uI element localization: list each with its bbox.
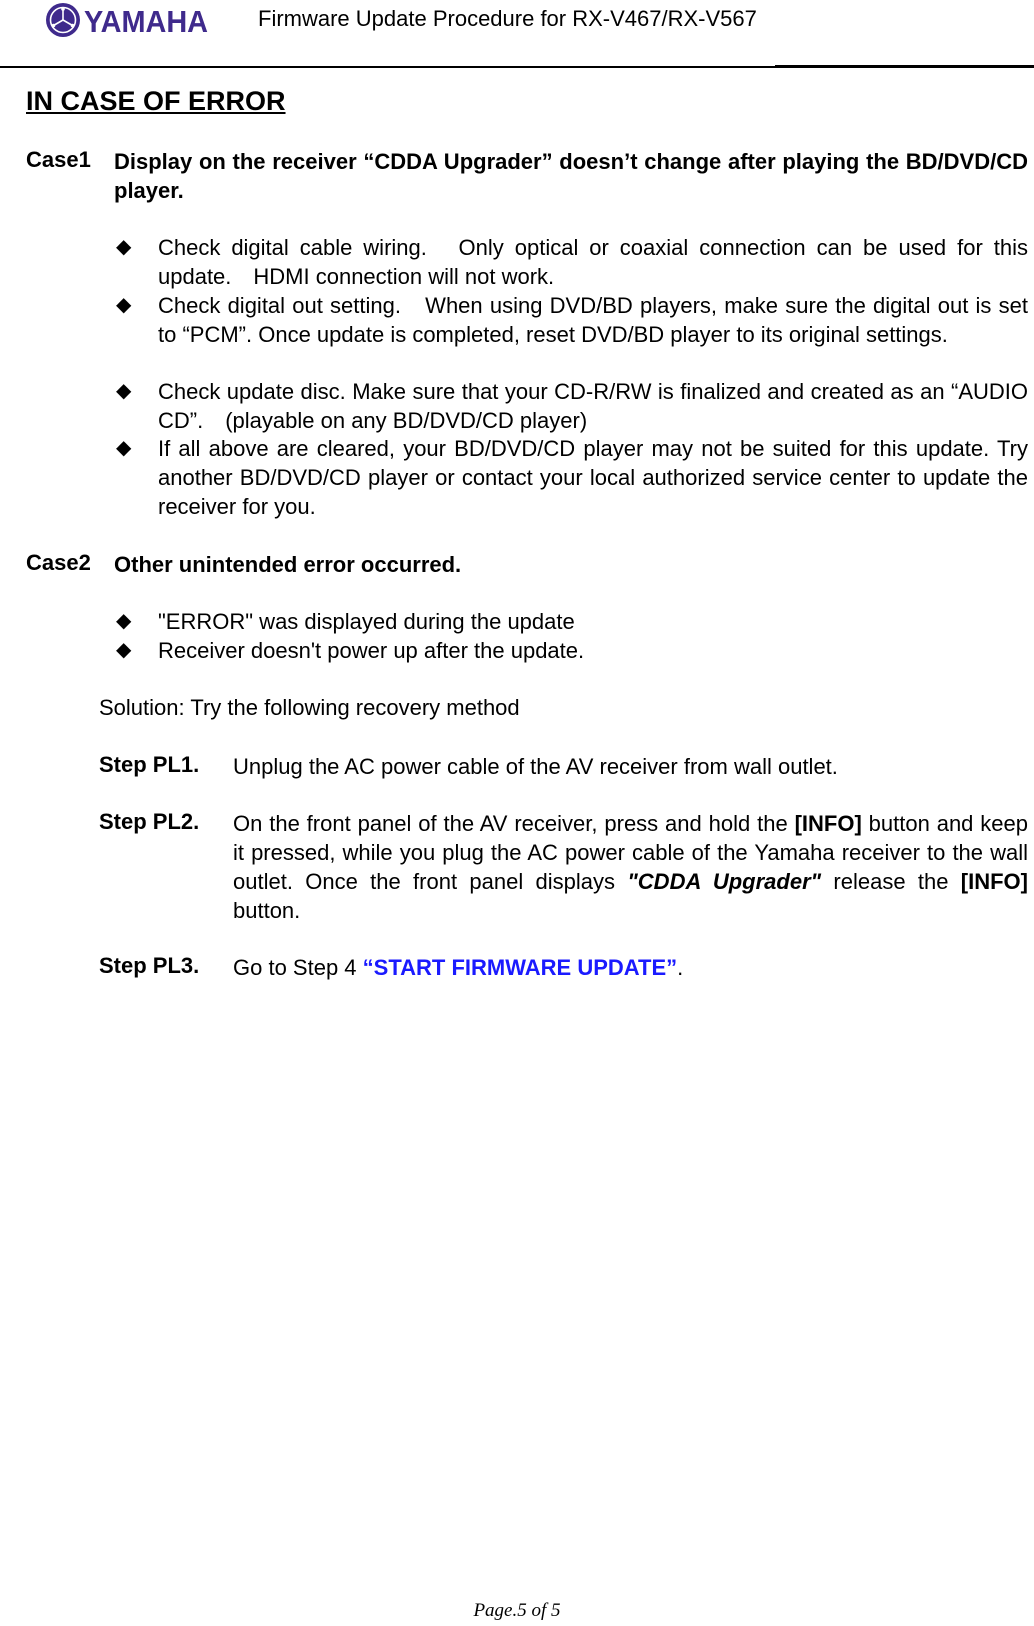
case2-label: Case2	[26, 550, 91, 575]
yamaha-emblem-icon	[44, 1, 214, 39]
case2-bullet-2: Receiver doesn't power up after the update.	[158, 638, 585, 663]
case1-title: Display on the receiver “CDDA Upgrader” doesn’t change after playing the BD/DVD/CD player.	[114, 149, 1028, 203]
solution-text: Solution: Try the following recovery method	[99, 695, 520, 720]
step-pl2-part1: On the front panel of the AV receiver, press and hold the	[233, 811, 795, 836]
bullet-diamond-icon: ◆	[116, 437, 132, 459]
case1-bullet-3: Check update disc. Make sure that your CD-R/RW is finalized and created as an “AUDIO CD”. (playable on any BD/DVD/CD player)	[158, 379, 1028, 433]
step-pl2-text	[233, 809, 1028, 925]
step-pl1-text: Unplug the AC power cable of the AV receiver from wall outlet.	[233, 754, 838, 779]
case2-bullet-1: "ERROR" was displayed during the update	[158, 609, 575, 634]
page-number: Page.5 of 5	[473, 1600, 561, 1621]
cdda-upgrader-ref: "CDDA Upgrader"	[627, 869, 822, 894]
start-firmware-update-link[interactable]: “START FIRMWARE UPDATE”	[362, 955, 678, 980]
bullet-diamond-icon: ◆	[116, 294, 132, 316]
step-pl3-label: Step PL3.	[99, 953, 200, 978]
step-pl1-label: Step PL1.	[99, 752, 200, 777]
step-pl3-part1: Go to Step 4	[233, 955, 363, 980]
case1-bullet-2: Check digital out setting. When using DVD/BD players, make sure the digital out is set to “PCM”. Once update is completed, reset DVD/BD player to its original settings.	[158, 293, 1028, 347]
svg-text:YAMAHA: YAMAHA	[84, 4, 208, 39]
bullet-diamond-icon: ◆	[116, 380, 132, 402]
step-pl2-part4: button.	[233, 898, 301, 923]
step-pl3-part2: .	[677, 955, 684, 980]
step-pl2-part3: release the	[821, 869, 961, 894]
step-pl2-label: Step PL2.	[99, 809, 200, 834]
document-title: Firmware Update Procedure for RX-V467/RX-V567	[258, 6, 757, 31]
info-button-ref: [INFO]	[960, 869, 1028, 894]
step-pl3-text	[233, 953, 1028, 982]
case1-bullet-1: Check digital cable wiring. Only optical or coaxial connection can be used for this update. HDMI connection will not work.	[158, 235, 1028, 289]
header-divider-accent	[775, 65, 1034, 67]
case1-label: Case1	[26, 147, 91, 172]
case2-title: Other unintended error occurred.	[114, 552, 462, 577]
yamaha-logo	[44, 1, 214, 39]
bullet-diamond-icon: ◆	[116, 236, 132, 258]
section-heading: IN CASE OF ERROR	[26, 86, 286, 116]
bullet-diamond-icon: ◆	[116, 610, 132, 632]
info-button-ref: [INFO]	[794, 811, 862, 836]
case1-bullet-4: If all above are cleared, your BD/DVD/CD player may not be suited for this update. Try another BD/DVD/CD player or contact your local authorized service center to update the receiver for you.	[158, 436, 1028, 519]
step-pl2-part2: button and keep it pressed, while you plug the AC power cable of the Yamaha receiver to the wall outlet. Once the front panel displays	[233, 811, 1028, 894]
bullet-diamond-icon: ◆	[116, 639, 132, 661]
